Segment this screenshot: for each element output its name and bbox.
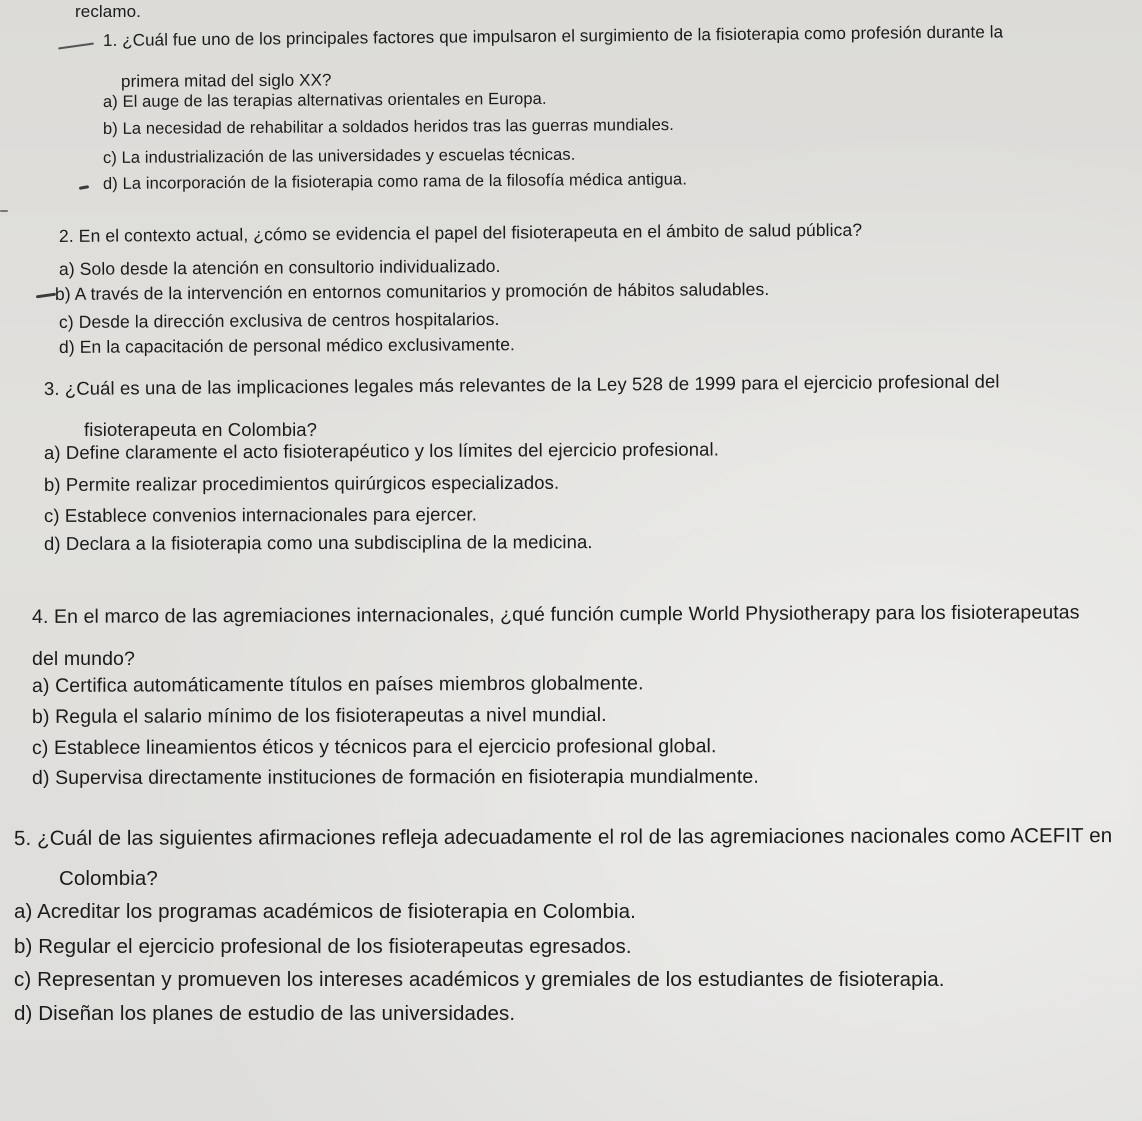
- question-1-stem-line-2: primera mitad del siglo XX?: [120, 70, 332, 91]
- question-4-option-d: d) Supervisa directamente instituciones de formación en fisioterapia mundialmente.: [31, 765, 759, 789]
- question-1-option-b: b) La necesidad de rehabilitar a soldados heridos tras las guerras mundiales.: [102, 116, 674, 138]
- question-4-option-a: a) Certifica automáticamente títulos en países miembros globalmente.: [31, 672, 644, 697]
- question-1-option-c: c) La industrialización de las universidades y escuelas técnicas.: [102, 145, 576, 167]
- pen-mark: [36, 293, 56, 299]
- question-1-stem-line-1: 1. ¿Cuál fue uno de los principales factores que impulsaron el surgimiento de la fisioterapia como profesión durante la: [102, 22, 1004, 50]
- question-1-option-a: a) El auge de las terapias alternativas orientales en Europa.: [102, 89, 547, 111]
- question-2-option-b: b) A través de la intervención en entornos comunitarios y promoción de hábitos saludables.: [54, 279, 770, 304]
- question-2-stem-line-1: 2. En el contexto actual, ¿cómo se evidencia el papel del fisioterapeuta en el ámbito de salud pública?: [58, 219, 863, 246]
- question-5-option-b: b) Regular el ejercicio profesional de los fisioterapeutas egresados.: [14, 935, 632, 958]
- question-2-option-d: d) En la capacitación de personal médico exclusivamente.: [58, 334, 516, 357]
- question-5-option-a: a) Acreditar los programas académicos de fisioterapia en Colombia.: [14, 900, 636, 923]
- question-5-stem-line-1: 5. ¿Cuál de las siguientes afirmaciones refleja adecuadamente el rol de las agremiaciones nacionales como ACEFIT en: [13, 824, 1113, 850]
- question-4-stem-line-1: 4. En el marco de las agremiaciones internacionales, ¿qué función cumple World Physiotherapy para los fisioterapeutas: [31, 601, 1080, 628]
- question-3-option-a: a) Define claramente el acto fisioterapéutico y los límites del ejercicio profesional.: [43, 438, 719, 463]
- pen-mark: [79, 185, 89, 190]
- question-3-option-c: c) Establece convenios internacionales para ejercer.: [43, 503, 478, 526]
- question-5-option-c: c) Representan y promueven los intereses académicos y gremiales de los estudiantes de fisioterapia.: [14, 968, 945, 991]
- question-5-stem-line-2: Colombia?: [59, 867, 158, 890]
- question-3-stem-line-2: fisioterapeuta en Colombia?: [84, 419, 318, 440]
- question-3-stem-line-1: 3. ¿Cuál es una de las implicaciones legales más relevantes de la Ley 528 de 1999 para el ejercicio profesional del: [43, 370, 1000, 399]
- pen-mark: [58, 43, 94, 49]
- question-5-option-d: d) Diseñan los planes de estudio de las universidades.: [14, 1002, 516, 1025]
- question-3-option-b: b) Permite realizar procedimientos quirúrgicos especializados.: [43, 471, 560, 495]
- question-4-option-c: c) Establece lineamientos éticos y técnicos para el ejercicio profesional global.: [31, 735, 717, 759]
- question-2-option-a: a) Solo desde la atención en consultorio individualizado.: [58, 255, 501, 279]
- question-4-stem-line-2: del mundo?: [32, 648, 135, 670]
- question-2-option-c: c) Desde la dirección exclusiva de centros hospitalarios.: [58, 308, 500, 332]
- previous-text-fragment: reclamo.: [75, 2, 141, 21]
- question-1-option-d: d) La incorporación de la fisioterapia como rama de la filosofía médica antigua.: [102, 170, 688, 193]
- question-3-option-d: d) Declara a la fisioterapia como una subdisciplina de la medicina.: [43, 531, 593, 554]
- pen-mark: [0, 210, 8, 212]
- question-4-option-b: b) Regula el salario mínimo de los fisioterapeutas a nivel mundial.: [31, 703, 607, 728]
